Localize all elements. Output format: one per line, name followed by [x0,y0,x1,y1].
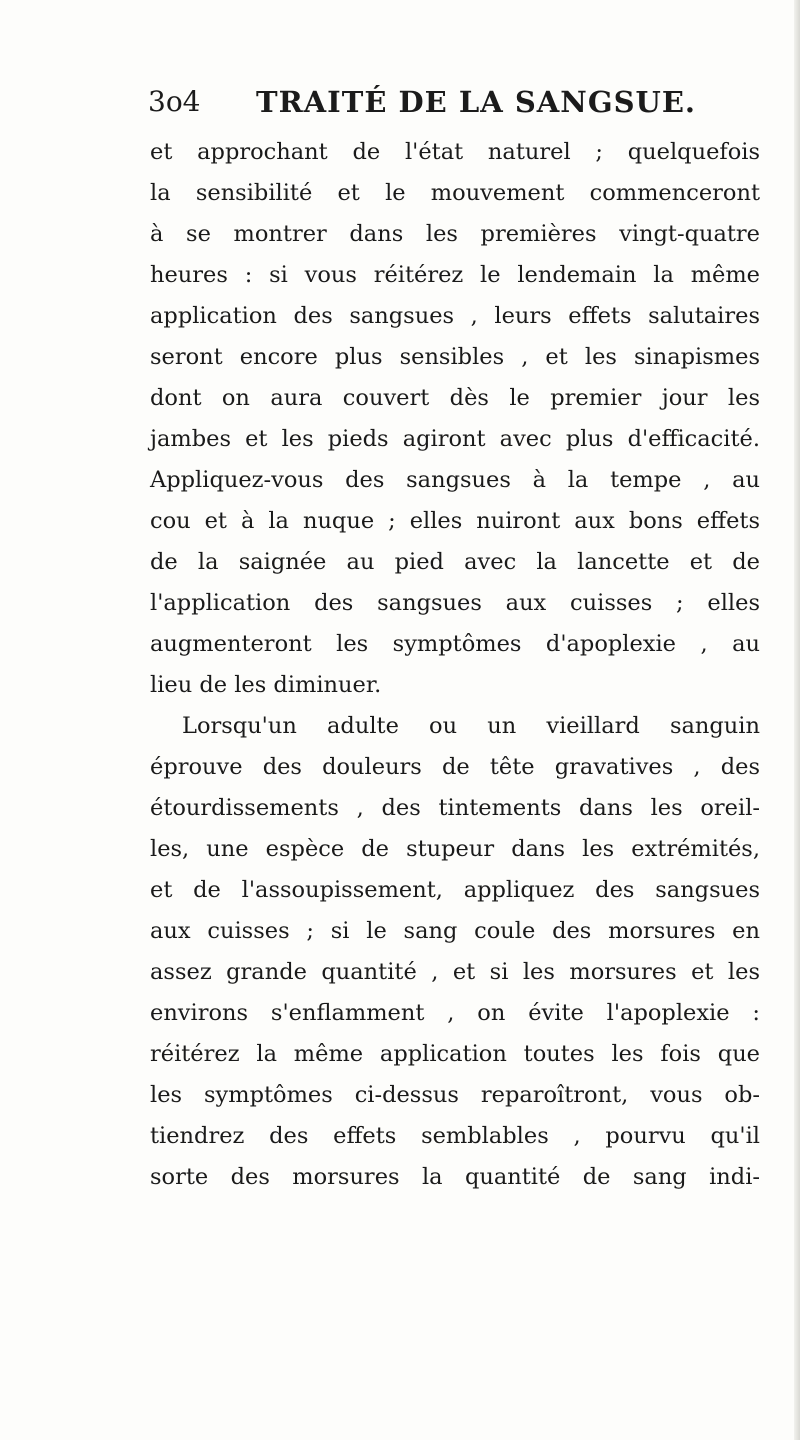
page-header [148,82,697,122]
text-line: aux cuisses ; si le sang coule des morsures en [150,918,760,944]
page-number: 3o4 [148,85,201,118]
text-line: de la saignée au pied avec la lancette et de [150,549,760,575]
text-line: Lorsqu'un adulte ou un vieillard sanguin [182,713,760,739]
text-line: et de l'assoupissement, appliquez des sangsues [150,877,760,903]
text-line: éprouve des douleurs de tête gravatives , des [150,754,760,780]
text-line: étourdissements , des tintements dans les oreil- [150,795,760,821]
text-line: cou et à la nuque ; elles nuiront aux bons effets [150,508,760,534]
text-line: sorte des morsures la quantité de sang indi- [150,1164,760,1190]
text-line: augmenteront les symptômes d'apoplexie , au [150,631,760,657]
body-text [150,132,760,1198]
text-line: jambes et les pieds agiront avec plus d'efficacité. [150,426,760,452]
text-line: les symptômes ci-dessus reparoîtront, vous ob- [150,1082,760,1108]
text-line: tiendrez des effets semblables , pourvu qu'il [150,1123,760,1149]
text-line: application des sangsues , leurs effets salutaires [150,303,760,329]
text-line: réitérez la même application toutes les fois que [150,1041,760,1067]
running-title: TRAITÉ DE LA SANGSUE. [256,85,697,119]
page-edge [794,0,800,1440]
text-line: dont on aura couvert dès le premier jour les [150,385,760,411]
text-line: l'application des sangsues aux cuisses ; elles [150,590,760,616]
text-line: lieu de les diminuer. [150,672,382,698]
text-line: assez grande quantité , et si les morsures et les [150,959,760,985]
text-line: environs s'enflamment , on évite l'apoplexie : [150,1000,760,1026]
text-line: heures : si vous réitérez le lendemain la même [150,262,760,288]
text-line: Appliquez-vous des sangsues à la tempe , au [150,467,760,493]
text-line: à se montrer dans les premières vingt-quatre [150,221,760,247]
text-line: les, une espèce de stupeur dans les extrémités, [150,836,760,862]
text-line: et approchant de l'état naturel ; quelquefois [150,139,760,165]
text-line: la sensibilité et le mouvement commenceront [150,180,760,206]
text-line: seront encore plus sensibles , et les sinapismes [150,344,760,370]
